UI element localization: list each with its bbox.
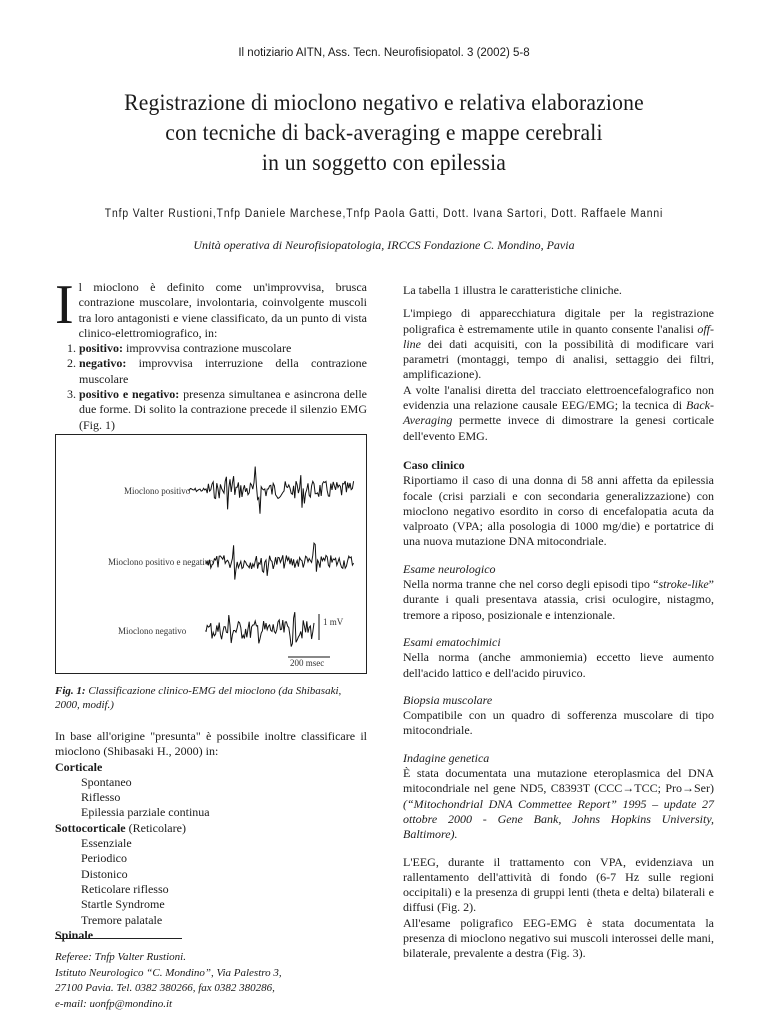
text-run: permette invece di dimostrare la genesi corticale dell'evento EMG.	[403, 413, 714, 443]
paragraph: La tabella 1 illustra le caratteristiche cliniche.	[403, 283, 622, 297]
referee-line: Istituto Neurologico “C. Mondino”, Via Palestro 3,	[55, 966, 282, 979]
amplitude-scale-label: 1 mV	[323, 617, 344, 627]
text-run-italic: stroke-like	[658, 577, 709, 592]
paragraph: Riportiamo il caso di una donna di 58 anni affetta da epilessia focale (crisi parziali e con secondaria generalizzazione) con mioclono negativo esordito in corso di encefalopatia acuta da valproato (VPA; alla posologia di 1000 mg/die) e portatrice di una nuova mutazione DNA mitocondriale.	[403, 473, 714, 549]
article-title	[68, 88, 701, 178]
paragraph: Nella norma (anche ammoniemia) eccetto lieve aumento dell'acido lattico e dell'acido piruvico.	[403, 650, 714, 680]
list-item	[79, 341, 367, 356]
emg-trace-negative	[206, 612, 314, 647]
referee-line: Referee: Tnfp Valter Rustioni.	[55, 951, 186, 963]
class-heading	[55, 928, 367, 943]
class-heading-text: Corticale	[55, 759, 103, 774]
caption-label: Fig. 1:	[55, 685, 86, 697]
list-term: positivo:	[79, 341, 124, 356]
myoclonus-types-list	[55, 341, 367, 433]
class-heading-note: (Reticolare)	[125, 820, 186, 835]
class-item: Essenziale	[81, 836, 132, 851]
caption-text: Classificazione clinico-EMG del mioclono (da Shibasaki, 2000, modif.)	[55, 685, 342, 711]
paragraph	[403, 577, 714, 623]
class-heading	[55, 821, 367, 836]
trace-label: Mioclono negativo	[118, 626, 187, 636]
classification-section	[55, 729, 367, 943]
title-line: in un soggetto con epilessia	[261, 150, 507, 176]
text-run-italic: off-line	[403, 321, 714, 351]
authors: Tnfp Valter Rustioni,Tnfp Daniele Marchese,Tnfp Paola Gatti, Dott. Ivana Sartori, Dott. Raffaele Manni	[104, 208, 664, 220]
origin-paragraph: In base all'origine "presunta" è possibile inoltre classificare il mioclono (Shibasaki H., 2000) in:	[55, 729, 367, 759]
paragraph: All'esame poligrafico EEG-EMG è stata documentata la presenza di mioclono negativo sui muscoli interossei delle mani, bilaterale, prevalente a destra (Fig. 3).	[403, 915, 714, 961]
class-heading-text: Sottocorticale	[55, 820, 126, 835]
subsection-heading: Biopsia muscolare	[403, 692, 493, 707]
subsection-heading: Esami ematochimici	[403, 634, 501, 649]
class-item: Riflesso	[81, 790, 121, 805]
figure-caption	[55, 684, 367, 712]
emg-trace-positive	[188, 467, 354, 514]
trace-label: Mioclono positivo	[124, 486, 191, 496]
list-item	[79, 387, 367, 433]
class-item: Startle Syndrome	[81, 897, 165, 912]
right-column	[403, 283, 714, 962]
list-text: improvvisa contrazione muscolare	[123, 341, 292, 356]
title-line: Registrazione di mioclono negativo e relativa elaborazione	[124, 90, 644, 116]
drop-cap: I	[55, 274, 74, 336]
paragraph	[403, 766, 714, 842]
emg-traces-figure	[56, 435, 366, 673]
class-item: Distonico	[81, 866, 128, 881]
section-heading: Caso clinico	[403, 457, 465, 472]
title-line: con tecniche di back-averaging e mappe cerebrali	[165, 120, 603, 146]
text-run: ” durante i quali presentava atassia, crisi oculogire, nistagmo, tremore a riposo, posizionale e intenzionale.	[403, 577, 714, 622]
referee-note	[55, 950, 367, 1012]
trace-label: Mioclono positivo e negativo	[108, 557, 214, 567]
text-run: L'impiego di apparecchiatura digitale per la registrazione poligrafica è estremamente utile in quanto consente l'analisi	[403, 306, 714, 336]
class-item: Periodico	[81, 851, 127, 866]
class-item: Tremore palatale	[81, 912, 163, 927]
footnote-divider	[55, 938, 182, 939]
list-term: negativo:	[79, 356, 127, 371]
text-run-italic: (“Mitochondrial DNA Commettee Report” 1995 – update 27 ottobre 2000 - Gene Bank, Johns Hopkins University, Baltimore).	[403, 796, 714, 842]
paragraph: L'EEG, durante il trattamento con VPA, evidenziava un rallentamento dell'attività di fondo (6-7 Hz sulle regioni occipitali) e la presenza di gruppi lenti (theta e delta) bilaterali e diffusi (Fig. 2).	[403, 854, 714, 915]
affiliation: Unità operativa di Neurofisiopatologia, IRCCS Fondazione C. Mondino, Pavia	[193, 238, 575, 252]
text-run: dei dati acquisiti, con la possibilità di modificare vari parametri (montaggi, tempo di analisi, settaggio dei filtri, amplificazione).	[403, 336, 714, 382]
journal-header: Il notiziario AITN, Ass. Tecn. Neurofisiopatol. 3 (2002) 5-8	[238, 47, 530, 59]
text-run-italic: Back-Averaging	[403, 398, 714, 428]
referee-line: 27100 Pavia. Tel. 0382 380266, fax 0382 380286,	[55, 982, 275, 994]
referee-line: e-mail: uonfp@mondino.it	[55, 997, 173, 1010]
emg-trace-positive-negative	[206, 543, 354, 580]
figure-1	[55, 434, 367, 674]
text-run: È stata documentata una mutazione eteroplasmica del DNA mitocondriale nel gene ND5, C8393T (CCC→TCC; Pro→Ser)	[403, 766, 714, 796]
class-item: Epilessia parziale continua	[81, 805, 210, 820]
class-item: Spontaneo	[81, 774, 132, 789]
intro-section	[55, 274, 367, 433]
subsection-heading: Indagine genetica	[403, 750, 490, 765]
time-scale-label: 200 msec	[290, 658, 325, 668]
paragraph	[403, 306, 714, 382]
list-text: improvvisa interruzione della contrazione muscolare	[79, 356, 367, 386]
list-text: presenza simultanea e asincrona delle due forme. Di solito la contrazione precede il silenzio EMG (Fig. 1)	[79, 387, 367, 432]
text-run: A volte l'analisi diretta del tracciato elettroencefalografico non evidenzia una relazione causale EEG/EMG; la tecnica di	[403, 382, 714, 413]
paragraph: Compatibile con un quadro di sofferenza muscolare di tipo mitocondriale.	[403, 708, 714, 738]
paragraph	[403, 383, 714, 444]
intro-paragraph: l mioclono è definito come un'improvvisa, brusca contrazione muscolare, involontaria, coinvolgente muscoli tra loro antagonisti e viene classificato, da un punto di vista clinico-elettromiografico, in:	[78, 280, 367, 340]
subsection-heading: Esame neurologico	[403, 561, 496, 576]
class-heading	[55, 760, 367, 775]
text-run: Nella norma tranne che nel corso degli episodi tipo “	[403, 577, 659, 592]
class-item: Reticolare riflesso	[81, 881, 169, 896]
list-item	[79, 356, 367, 387]
list-term: positivo e negativo:	[79, 387, 180, 402]
class-heading-text: Spinale	[55, 927, 94, 942]
